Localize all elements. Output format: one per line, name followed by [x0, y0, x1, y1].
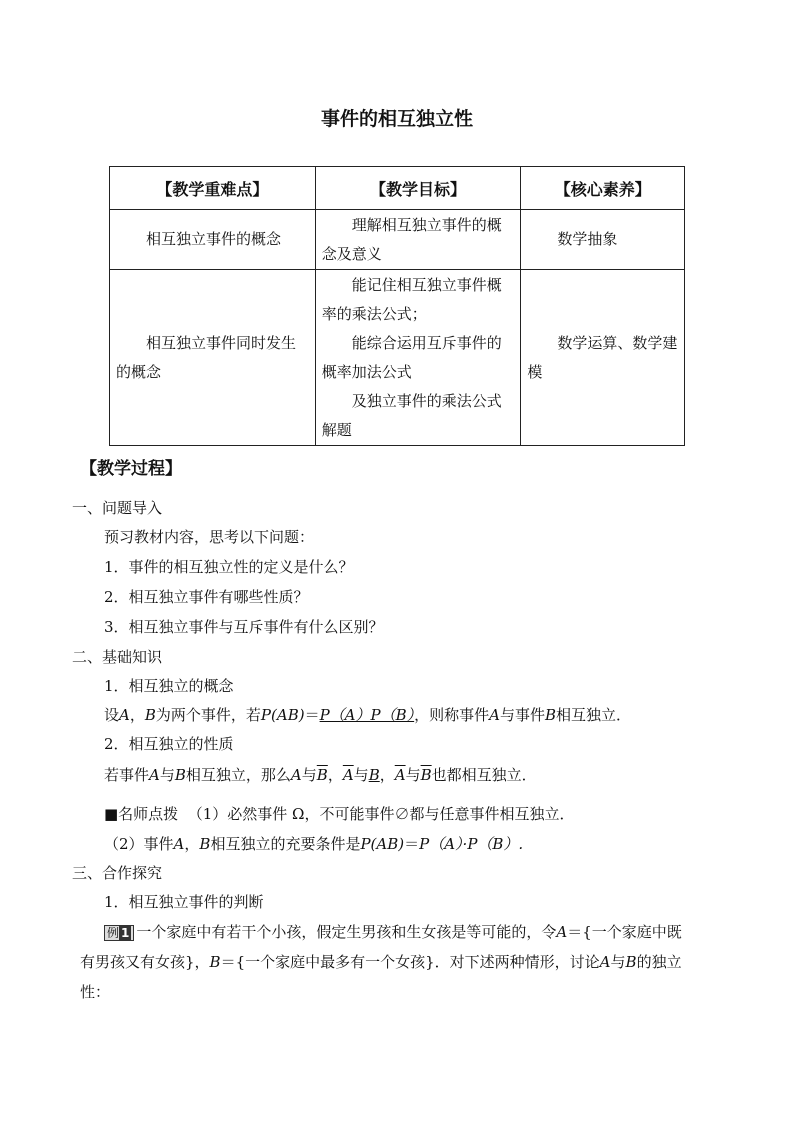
cell-literacy: 数学运算、数学建模	[521, 270, 685, 446]
expert-tip-line-2: （2）事件A，B相互独立的充要条件是P(AB)＝P（A）·P（B）.	[104, 835, 524, 853]
question-3: 3．相互独立事件与互斥事件有什么区别？	[104, 618, 384, 636]
expert-tip-line-1: ■名师点拨 （1）必然事件 Ω，不可能事件∅都与任意事件相互独立．	[104, 805, 575, 823]
cell-key-point: 相互独立事件同时发生的概念	[110, 270, 316, 446]
example-badge: 例 1	[104, 925, 134, 941]
table-header-row	[110, 167, 685, 210]
example-1-line-1: 例 1 一个家庭中有若干个小孩，假定生男孩和生女孩是等可能的，令A＝{一个家庭中既	[104, 921, 682, 943]
property-line: 若事件A与B相互独立，那么A与$\overline{B}$，$\overline{A}$与B，$\overline{A}$与$\overline{B}$也都相互独立．	[104, 766, 537, 784]
example-1-line-2: 有男孩又有女孩}，B＝{一个家庭中最多有一个女孩}．对下述两种情形，讨论A与B的独立	[80, 953, 682, 971]
cell-key-point: 相互独立事件的概念	[110, 210, 316, 270]
subheading-independence-concept: 1．相互独立的概念	[104, 677, 234, 695]
subheading-independence-properties: 2．相互独立的性质	[104, 735, 234, 753]
table-row	[110, 210, 685, 270]
page-title: 事件的相互独立性	[320, 108, 473, 130]
definition-line: 设A，B为两个事件，若P(AB)＝P（A）P（B），则称事件A与事件B相互独立．	[104, 706, 632, 724]
cell-literacy: 数学抽象	[521, 210, 685, 270]
example-1-line-3: 性：	[80, 983, 111, 1001]
subheading-independence-judgement: 1．相互独立事件的判断	[104, 893, 264, 911]
question-1: 1．事件的相互独立性的定义是什么？	[104, 558, 354, 576]
process-heading: 【教学过程】	[80, 459, 182, 479]
header-core-literacy: 【核心素养】	[521, 167, 685, 210]
cell-objective: 能记住相互独立事件概率的乘法公式； 能综合运用互斥事件的概率加法公式 及独立事件的乘法公式解题	[315, 270, 521, 446]
table-row	[110, 270, 685, 446]
teaching-goals-table	[109, 166, 685, 446]
header-objectives: 【教学目标】	[315, 167, 521, 210]
formula: P(AB)	[260, 706, 305, 724]
formula-rhs: P（A）P（B）	[319, 706, 415, 724]
header-key-points: 【教学重难点】	[110, 167, 316, 210]
section-2-heading: 二、基础知识	[72, 648, 163, 666]
section-1-heading: 一、问题导入	[72, 499, 163, 517]
question-2: 2．相互独立事件有哪些性质？	[104, 588, 309, 606]
cell-objective: 理解相互独立事件的概念及意义	[315, 210, 521, 270]
section-3-heading: 三、合作探究	[72, 864, 163, 882]
section-1-intro: 预习教材内容，思考以下问题：	[104, 528, 315, 546]
